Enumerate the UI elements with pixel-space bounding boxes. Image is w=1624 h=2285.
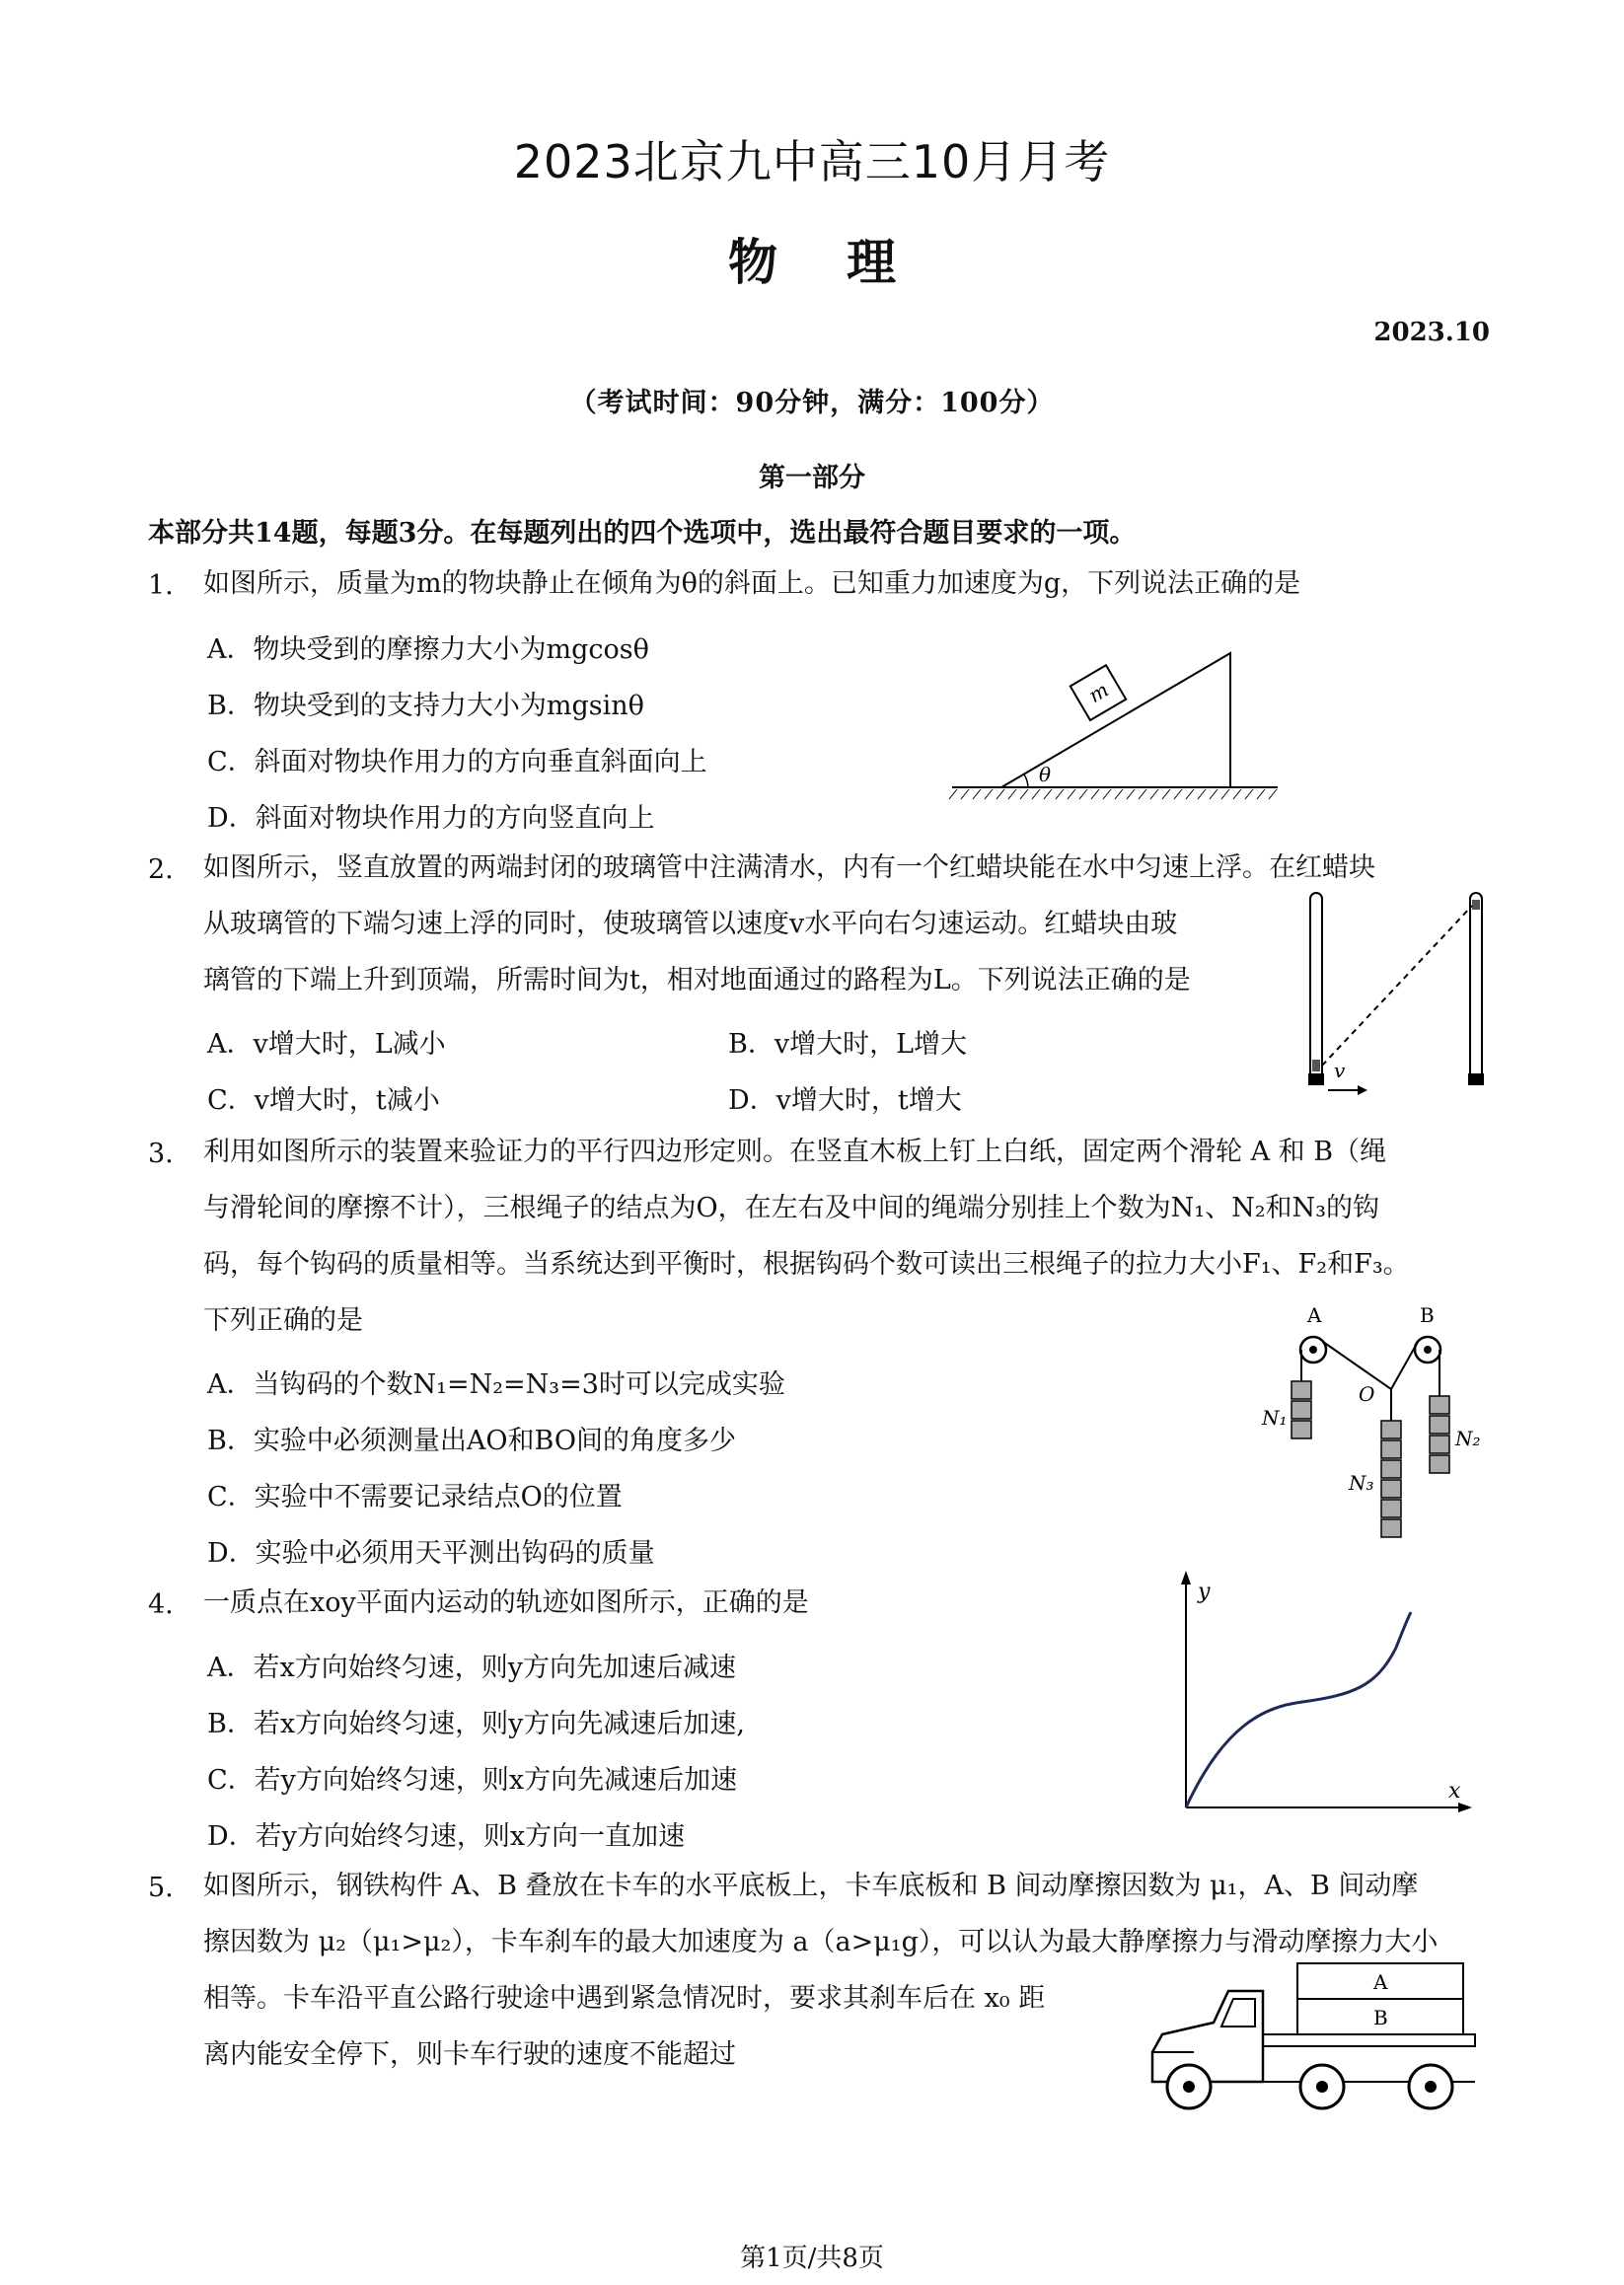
question-stem-line: 码，每个钩码的质量相等。当系统达到平衡时，根据钩码个数可读出三根绳子的拉力大小F₁、F₂和F₃。 — [203, 1249, 1410, 1280]
option-d: D．实验中必须用天平测出钩码的质量 — [207, 1538, 655, 1569]
n2-label: N₂ — [1455, 1427, 1481, 1450]
section-instructions: 本部分共14题，每题3分。在每题列出的四个选项中，选出最符合题目要求的一项。 — [148, 518, 1137, 549]
section-name: 第一部分 — [759, 463, 865, 493]
option-d: D．斜面对物块作用力的方向竖直向上 — [207, 803, 655, 834]
option-b: B．若x方向始终匀速，则y方向先减速后加速, — [207, 1709, 745, 1739]
question-stem-line: 利用如图所示的装置来验证力的平行四边形定则。在竖直木板上钉上白纸，固定两个滑轮 A 和 B（绳 — [203, 1137, 1387, 1167]
option-b: B．实验中必须测量出AO和BO间的角度多少 — [207, 1426, 736, 1456]
question-number: 5. — [148, 1873, 174, 1903]
option-c: C．v增大时，t减小 — [207, 1085, 440, 1116]
angle-label: θ — [1039, 763, 1052, 786]
y-axis-label: y — [1198, 1580, 1211, 1604]
question-stem-line: 如图所示，竖直放置的两端封闭的玻璃管中注满清水，内有一个红蜡块能在水中匀速上浮。在红蜡块 — [203, 852, 1375, 883]
pulley-b-label: B — [1420, 1303, 1435, 1327]
pulley-figure — [1248, 1302, 1495, 1549]
question-number: 4. — [148, 1589, 174, 1620]
question-stem-line: 如图所示，钢铁构件 A、B 叠放在卡车的水平底板上，卡车底板和 B 间动摩擦因数为 μ₁，A、B 间动摩 — [203, 1871, 1419, 1901]
option-c: C．实验中不需要记录结点O的位置 — [207, 1482, 623, 1512]
n1-label: N₁ — [1262, 1406, 1288, 1430]
truck-figure — [1135, 1953, 1500, 2126]
option-a: A．当钩码的个数N₁=N₂=N₃=3时可以完成实验 — [207, 1369, 785, 1400]
knot-label: O — [1359, 1382, 1375, 1406]
question-stem: 如图所示，质量为m的物块静止在倾角为θ的斜面上。已知重力加速度为g，下列说法正确的是 — [203, 568, 1301, 599]
question-stem-line: 离内能安全停下，则卡车行驶的速度不能超过 — [203, 2039, 736, 2070]
option-a: A．v增大时，L减小 — [207, 1029, 446, 1060]
question-stem-line: 从玻璃管的下端匀速上浮的同时，使玻璃管以速度v水平向右匀速运动。红蜡块由玻 — [203, 909, 1178, 939]
block-label: m — [1084, 677, 1113, 708]
option-d: D．v增大时，t增大 — [728, 1085, 962, 1116]
option-c: C．斜面对物块作用力的方向垂直斜面向上 — [207, 747, 707, 777]
question-stem-line: 相等。卡车沿平直公路行驶途中遇到紧急情况时，要求其刹车后在 x₀ 距 — [203, 1983, 1046, 2014]
x-axis-label: x — [1448, 1779, 1461, 1804]
n3-label: N₃ — [1349, 1471, 1374, 1495]
question-stem-line: 璃管的下端上升到顶端，所需时间为t，相对地面通过的路程为L。下列说法正确的是 — [203, 965, 1191, 995]
option-a: A．物块受到的摩擦力大小为mgcosθ — [207, 634, 649, 665]
option-d: D．若y方向始终匀速，则x方向一直加速 — [207, 1821, 686, 1852]
incline-figure — [947, 641, 1283, 809]
option-b: B．物块受到的支持力大小为mgsinθ — [207, 691, 644, 721]
trajectory-curve — [1186, 1612, 1411, 1807]
question-stem-line: 擦因数为 μ₂（μ₁>μ₂），卡车刹车的最大加速度为 a（a>μ₁g），可以认为最大静摩擦力与滑动摩擦力大小 — [203, 1927, 1439, 1957]
velocity-label: v — [1334, 1059, 1346, 1082]
trajectory-figure — [1164, 1569, 1480, 1825]
page-footer: 第1页/共8页 — [740, 2244, 884, 2273]
block-b-label: B — [1373, 2006, 1388, 2029]
question-stem-line: 下列正确的是 — [203, 1305, 363, 1336]
question-stem-line: 与滑轮间的摩擦不计），三根绳子的结点为O，在左右及中间的绳端分别挂上个数为N₁、N₂和N₃的钩 — [203, 1193, 1379, 1223]
option-c: C．若y方向始终匀速，则x方向先减速后加速 — [207, 1765, 738, 1796]
exam-date: 2023.10 — [1373, 318, 1490, 347]
question-number: 2. — [148, 854, 174, 885]
option-a: A．若x方向始终匀速，则y方向先加速后减速 — [207, 1653, 736, 1683]
block-a-label: A — [1373, 1970, 1388, 1994]
exam-info: （考试时间：90分钟，满分：100分） — [569, 388, 1055, 418]
question-stem: 一质点在xoy平面内运动的轨迹如图所示，正确的是 — [203, 1587, 809, 1618]
option-b: B．v增大时，L增大 — [728, 1029, 968, 1060]
question-number: 3. — [148, 1139, 174, 1169]
pulley-a-label: A — [1307, 1303, 1322, 1327]
question-number: 1. — [148, 570, 174, 601]
page-title: 2023北京九中高三10月月考 — [513, 135, 1111, 188]
subject-title: 物理 — [728, 234, 965, 291]
glass-tube-figure — [1292, 888, 1500, 1110]
